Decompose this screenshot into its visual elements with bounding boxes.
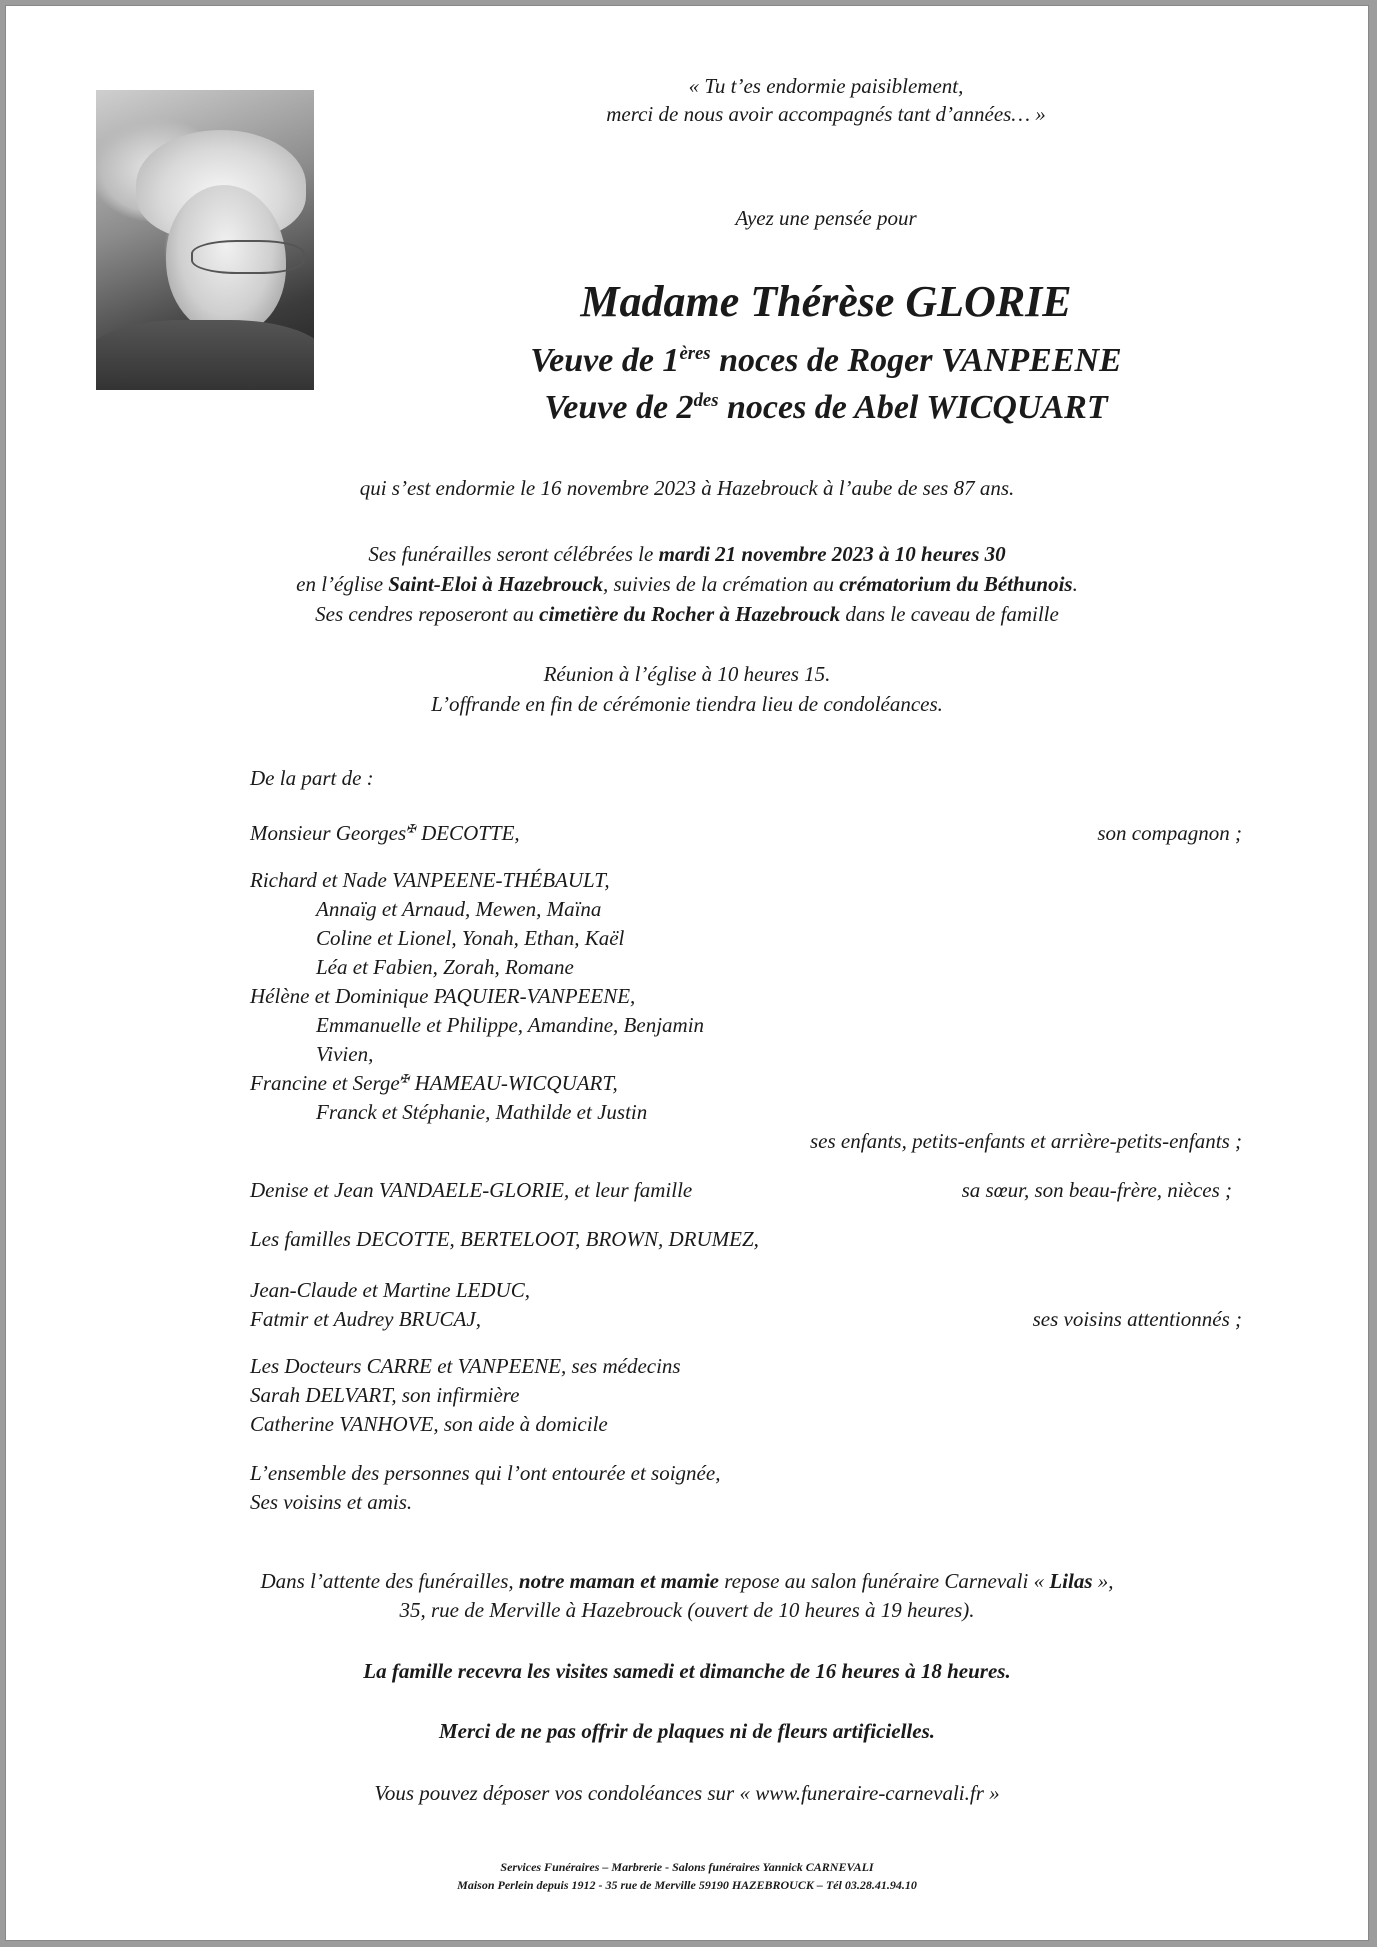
care-2: Sarah DELVART, son infirmière: [250, 1383, 520, 1407]
rest-line-1: Dans l’attente des funérailles, notre maman et mamie repose au salon funéraire Carnevali « Lilas »,: [260, 1569, 1114, 1593]
portrait-coat: [96, 320, 314, 390]
child-3: Francine et Serge✠ HAMEAU-WICQUART,: [250, 1071, 618, 1095]
children-relation: ses enfants, petits-enfants et arrière-petits-enfants ;: [810, 1129, 1242, 1153]
all-people-2: Ses voisins et amis.: [250, 1490, 413, 1514]
grandchild-2a: Emmanuelle et Philippe, Amandine, Benjamin: [316, 1013, 705, 1037]
neighbors-relation: ses voisins attentionnés ;: [1032, 1307, 1242, 1331]
grandchild-3a: Franck et Stéphanie, Mathilde et Justin: [316, 1100, 648, 1124]
child-2: Hélène et Dominique PAQUIER-VANPEENE,: [250, 984, 636, 1008]
companion: Monsieur Georges✠ DECOTTE,: [250, 821, 520, 845]
funeral-line-1: Ses funérailles seront célébrées le mardi 21 novembre 2023 à 10 heures 30: [368, 542, 1006, 566]
obituary-page: [6, 6, 1368, 1940]
sister: Denise et Jean VANDAELE-GLORIE, et leur famille: [250, 1178, 693, 1202]
meeting-line-1: Réunion à l’église à 10 heures 15.: [543, 662, 831, 686]
condolences-text: Vous pouvez déposer vos condoléances sur « www.funeraire-carnevali.fr »: [374, 1781, 1000, 1805]
neighbor-1: Jean-Claude et Martine LEDUC,: [250, 1278, 530, 1302]
grandchild-1a: Annaïg et Arnaud, Mewen, Maïna: [316, 897, 602, 921]
from-label: De la part de :: [250, 766, 374, 790]
funeral-line-2: en l’église Saint-Eloi à Hazebrouck, suivies de la crémation au crématorium du Béthunois.: [296, 572, 1078, 596]
care-1: Les Docteurs CARRE et VANPEENE, ses médecins: [250, 1354, 681, 1378]
funeral-line-3: Ses cendres reposeront au cimetière du Rocher à Hazebrouck dans le caveau de famille: [315, 602, 1059, 626]
portrait-photo: [96, 90, 314, 390]
families: Les familles DECOTTE, BERTELOOT, BROWN, DRUMEZ,: [250, 1227, 759, 1251]
no-flowers-text: Merci de ne pas offrir de plaques ni de fleurs artificielles.: [439, 1719, 935, 1743]
deceased-name: Madame Thérèse GLORIE: [580, 277, 1072, 326]
quote-line-2: merci de nous avoir accompagnés tant d’années… »: [606, 102, 1046, 126]
neighbor-2: Fatmir et Audrey BRUCAJ,: [250, 1307, 481, 1331]
grandchild-2b: Vivien,: [316, 1042, 374, 1066]
grandchild-1c: Léa et Fabien, Zorah, Romane: [316, 955, 574, 979]
companion-relation: son compagnon ;: [1097, 821, 1242, 845]
grandchild-1b: Coline et Lionel, Yonah, Ethan, Kaël: [316, 926, 625, 950]
portrait-glasses: [191, 240, 305, 274]
rest-line-2: 35, rue de Merville à Hazebrouck (ouvert de 10 heures à 19 heures).: [399, 1598, 975, 1622]
footer-line-1: Services Funéraires – Marbrerie - Salons funéraires Yannick CARNEVALI: [500, 1860, 874, 1874]
care-3: Catherine VANHOVE, son aide à domicile: [250, 1412, 608, 1436]
first-marriage: Veuve de 1ères noces de Roger VANPEENE: [530, 342, 1122, 379]
all-people-1: L’ensemble des personnes qui l’ont entourée et soignée,: [250, 1461, 721, 1485]
child-1: Richard et Nade VANPEENE-THÉBAULT,: [250, 868, 610, 892]
intro-text: Ayez une pensée pour: [735, 206, 917, 230]
passing-text: qui s’est endormie le 16 novembre 2023 à Hazebrouck à l’aube de ses 87 ans.: [359, 476, 1015, 500]
second-marriage: Veuve de $2^{des}$ noces de Abel WICQUART: [544, 389, 1108, 426]
sister-relation: sa sœur, son beau-frère, nièces ;: [961, 1178, 1232, 1202]
quote-line-1: « Tu t’es endormie paisiblement,: [688, 74, 964, 98]
visits-text: La famille recevra les visites samedi et dimanche de 16 heures à 18 heures.: [363, 1659, 1011, 1683]
footer-line-2: Maison Perlein depuis 1912 - 35 rue de Merville 59190 HAZEBROUCK – Tél 03.28.41.94.10: [457, 1878, 917, 1892]
meeting-line-2: L’offrande en fin de cérémonie tiendra lieu de condoléances.: [431, 692, 943, 716]
